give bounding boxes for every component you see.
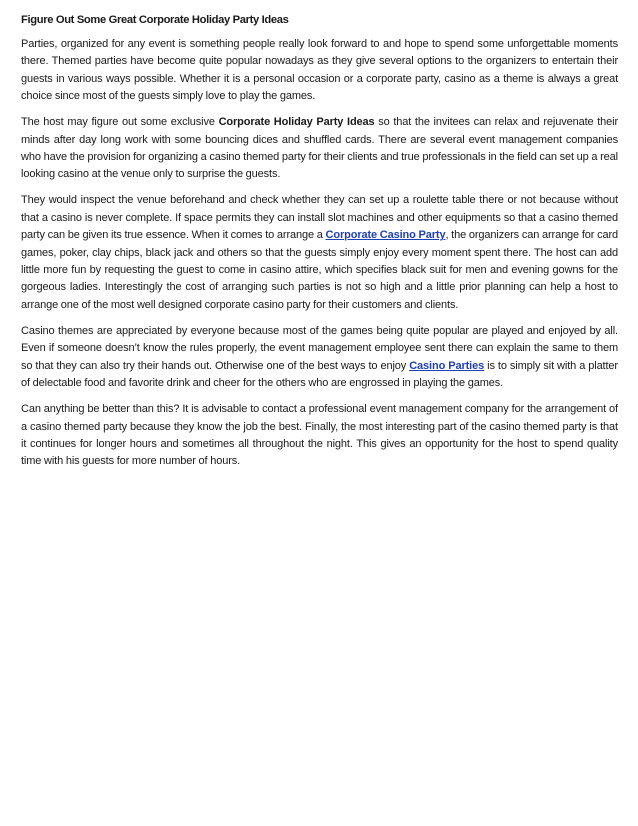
paragraph-2: [21, 114, 618, 184]
paragraph-4-text-before: Casino themes are appreciated by everyone because most of the games being quite popular are played and enjoyed by all. Even if someone doesn’t know the rules properly, the event management employee sent there can explain the same to them so that they can also try their hands out. Otherwise one of the best ways to enjoy: [21, 324, 618, 372]
paragraph-1-text: Parties, organized for any event is something people really look forward to and hope to spend some unforgettable moments there. Themed parties have become quite popular nowadays as they give several options to the organizers to entertain their guests in various ways possible. Whether it is a personal occasion or a corporate party, casino as a theme is always a great choice since most of the guests simply love to play the games.: [21, 38, 618, 103]
paragraph-5: [21, 401, 618, 471]
corporate-casino-party-link[interactable]: Corporate Casino Party: [325, 229, 446, 242]
corporate-holiday-party-ideas-keyword: Corporate Holiday Party Ideas: [218, 116, 375, 129]
paragraph-4: [21, 323, 618, 393]
paragraph-5-text: Can anything be better than this? It is advisable to contact a professional event management company for the arrangement of a casino themed party because they know the job the best. Finally, the most interesting part of the casino themed party is that it continues for longer hours and sometimes all throughout the night. This gives an opportunity for the host to spend quality time with his guests for more number of hours.: [21, 403, 618, 468]
paragraph-3-text-after: , the organizers can arrange for card games, poker, clay chips, black jack and others so that the guests simply enjoy every moment spent there. The host can add little more fun by requesting the guest to come in casino attire, which specifies black suit for men and evening gowns for the gorgeous ladies. Interestingly the cost of arranging such parties is not so high and a little prior planning can help a host to arrange one of the most well designed corporate casino party for their customers and clients.: [21, 229, 619, 311]
paragraph-4-text-after: is to simply sit with a platter of delectable food and favorite drink and cheer for the others who are engrossed in playing the games.: [21, 359, 618, 390]
casino-parties-link[interactable]: Casino Parties: [409, 359, 485, 372]
document-title: Figure Out Some Great Corporate Holiday Party Ideas: [21, 14, 289, 26]
paragraph-2-text-before: The host may figure out some exclusive: [21, 116, 219, 129]
document-page: [21, 12, 618, 479]
paragraph-2-text-after: so that the invitees can relax and rejuvenate their minds after day long work with some bouncing dices and shuffled cards. There are several event management companies who have the provision for organizing a casino themed party for their clients and true professionals in the field can set up a real looking casino at the venue only to surprise the guests.: [21, 116, 619, 181]
paragraph-3-text-before: They would inspect the venue beforehand and check whether they can set up a roulette table there or not because without that a casino is never complete. If space permits they can install slot machines and other equipments so that a casino themed party can be given its true essence. When it comes to arrange a: [21, 194, 618, 242]
paragraph-3: [21, 192, 618, 314]
paragraph-1: [21, 36, 618, 106]
